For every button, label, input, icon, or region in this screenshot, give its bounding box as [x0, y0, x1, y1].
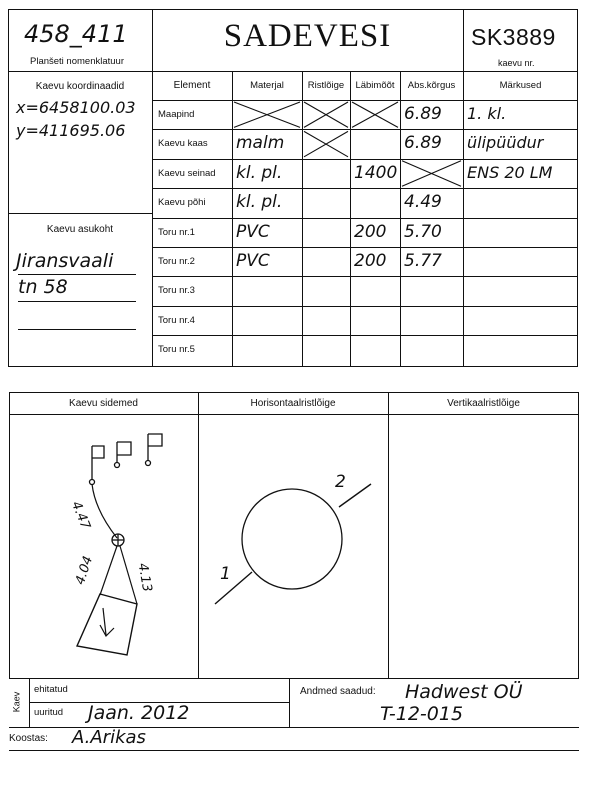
cell-abs: 5.77 [404, 251, 442, 271]
footer-side-line [29, 679, 30, 727]
cell-diameter: 1400 [354, 162, 398, 183]
distance-2: 4.04 [72, 554, 97, 587]
cell-notes: ülipüüdur [467, 133, 544, 153]
table-header-diameter: Läbimõõt [355, 80, 395, 91]
built-label: ehitatud [34, 684, 68, 695]
cell-abs: 4.49 [404, 192, 442, 213]
cell-abs: 6.89 [404, 133, 442, 154]
pipe-1-label: 1 [220, 564, 231, 584]
sheet-number: 458_411 [24, 20, 128, 48]
cell-notes: 1. kl. [467, 104, 507, 123]
location-label: Kaevu asukoht [46, 224, 114, 235]
sketch-col1-label: Kaevu sidemed [69, 398, 138, 409]
cell-element: Toru nr.3 [158, 285, 195, 297]
cell-element: Maapind [158, 109, 195, 120]
table-header-material: Materjal [250, 80, 284, 91]
well-cross-section [242, 489, 342, 589]
location-line1: Jiransvaali [16, 250, 114, 272]
well-symbol-icon [112, 534, 124, 546]
table-header-element: Element [173, 80, 211, 91]
cell-material: PVC [236, 221, 270, 242]
sheet-label: Planšeti nomenklatuur [30, 56, 124, 67]
footer-mid-line [289, 679, 290, 727]
author-label: Koostas: [9, 733, 48, 744]
tie-line-2 [100, 546, 117, 595]
coord-y: y=411695.06 [16, 121, 126, 140]
cell-element: Kaevu põhi [158, 197, 206, 209]
data-source-ref: T-12-015 [380, 703, 464, 725]
tie-line-3 [120, 546, 137, 604]
distance-1: 4.47 [68, 499, 93, 532]
cell-element: Kaevu seinad [158, 167, 216, 179]
coord-x: x=6458100.03 [16, 98, 136, 117]
author-underline [9, 750, 579, 751]
well-number: SK3889 [471, 24, 556, 50]
tie-line [92, 484, 117, 538]
cell-diameter: 200 [354, 221, 387, 242]
author-value: A.Arikas [72, 727, 146, 748]
distance-3: 4.13 [134, 561, 155, 594]
data-source-label: Andmed saadud: [300, 686, 376, 697]
cell-material: kl. pl. [236, 162, 283, 183]
cell-material: malm [236, 133, 285, 154]
cell-material: kl. pl. [236, 192, 283, 213]
sketch-col3-label: Vertikaalristlõige [447, 398, 520, 409]
building-outline [77, 594, 137, 655]
well-label: kaevu nr. [498, 58, 535, 68]
pipe-2-label: 2 [335, 472, 346, 492]
cell-abs: 5.70 [404, 221, 442, 242]
form-title: SADEVESI [223, 18, 392, 54]
cell-abs: 6.89 [404, 104, 442, 124]
sketch-col2-label: Horisontaalristlõige [250, 398, 336, 409]
cell-material: PVC [236, 251, 270, 271]
cell-element: Toru nr.1 [158, 226, 195, 238]
location-line2: tn 58 [18, 276, 68, 298]
building-mark [100, 608, 114, 636]
data-source-value: Hadwest OÜ [405, 681, 523, 703]
cell-element: Toru nr.4 [158, 314, 195, 326]
side-label: Kaev [11, 691, 22, 713]
cell-element: Toru nr.2 [158, 256, 195, 267]
cell-notes: ENS 20 LM [467, 162, 553, 182]
table-header-notes: Märkused [499, 80, 542, 91]
cell-element: Kaevu kaas [158, 138, 208, 150]
surveyed-value: Jaan. 2012 [88, 702, 190, 724]
coordinates-label: Kaevu koordinaadid [35, 81, 125, 92]
surveyed-label: uuritud [34, 707, 64, 718]
cell-element: Toru nr.5 [158, 344, 195, 356]
table-header-abs: Abs.kõrgus [407, 80, 456, 91]
cell-diameter: 200 [354, 251, 387, 271]
table-header-cross: Ristlõige [307, 80, 345, 91]
flag-icons [90, 434, 163, 485]
